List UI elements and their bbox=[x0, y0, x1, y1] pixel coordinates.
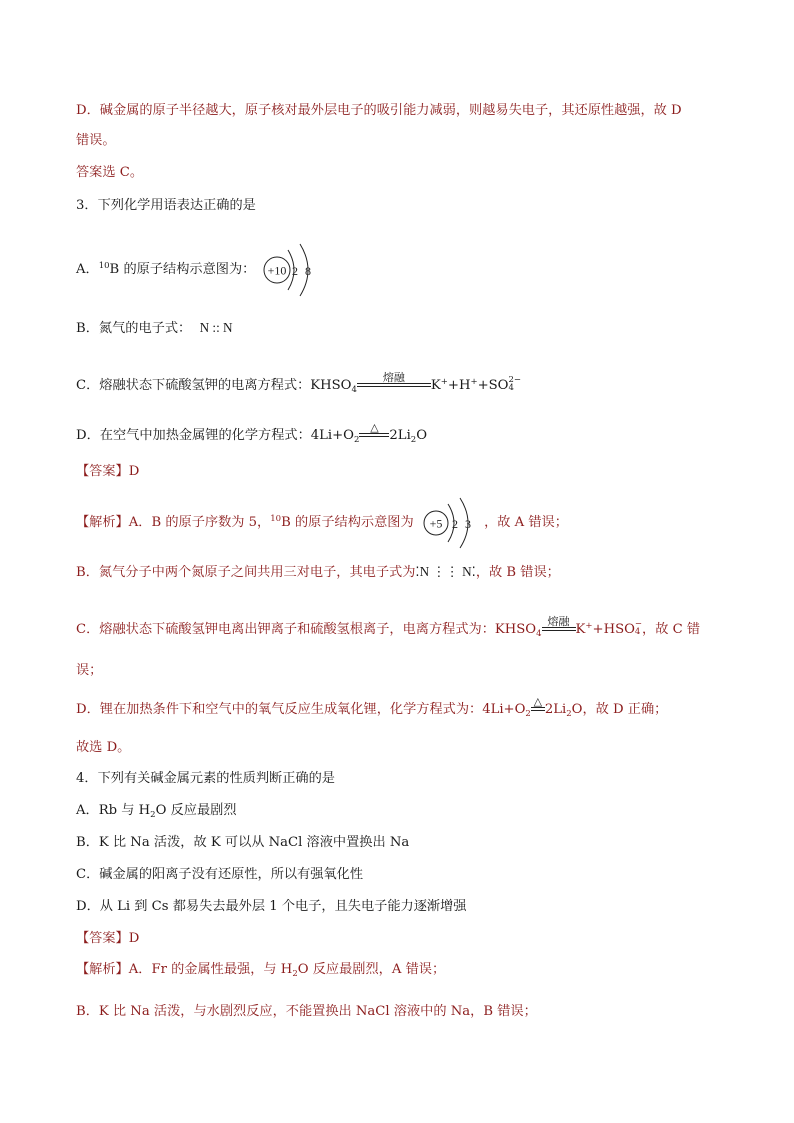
question-3-option-a: A．$^{10}$B 的原子结构示意图为： +10 2 8 bbox=[76, 256, 322, 280]
question-3-option-d: D．在空气中加热金属锂的化学方程式：$4Li+O_2$ △ $2Li_2O$ bbox=[76, 421, 428, 445]
question-3-explanation-a: 【解析】A．B 的原子序数为 5，$^{10}$B 的原子结构示意图为 +5 2 3 ，故 A 错误； bbox=[76, 509, 568, 533]
question-3-explanation-c: C．熔融状态下硫酸氢钾电离出钾离子和硫酸氢根离子，电离方程式为：$KHSO_4$ 熔融 K++HSO − 4 ，故 C 错 bbox=[76, 615, 701, 639]
reaction-condition: 熔融 bbox=[547, 615, 570, 628]
reaction-condition: 熔融 bbox=[382, 371, 405, 384]
text-line: 故选 D。 bbox=[76, 740, 131, 755]
text-line: 错误。 bbox=[76, 133, 116, 148]
shell-2-electrons: 8 bbox=[304, 263, 311, 278]
shell-2-electrons: 3 bbox=[464, 516, 471, 531]
question-3-answer: 【答案】D bbox=[76, 464, 140, 479]
question-3-stem: 3．下列化学用语表达正确的是 bbox=[76, 198, 256, 213]
atomic-structure-diagram bbox=[418, 493, 480, 553]
nucleus-charge: +10 bbox=[267, 263, 286, 277]
question-4-answer: 【答案】D bbox=[76, 931, 140, 946]
question-4-option-c: C．碱金属的阳离子没有还原性，所以有强氧化性 bbox=[76, 867, 364, 882]
question-4-option-a: A．Rb 与 $H_2O$ 反应最剧烈 bbox=[76, 803, 237, 820]
atomic-structure-diagram bbox=[260, 238, 322, 302]
reaction-condition: △ bbox=[533, 695, 543, 708]
question-4-explanation-a: 【解析】A．Fr 的金属性最强，与 $H_2O$ 反应最剧烈，A 错误； bbox=[76, 962, 446, 979]
question-3-option-c: C．熔融状态下硫酸氢钾的电离方程式：$KHSO_4$ 熔融 K++H++SO 2− 4 bbox=[76, 371, 522, 395]
question-3-option-b: B．氮气的电子式： N :: N bbox=[76, 320, 233, 336]
text-line: D．碱金属的原子半径越大，原子核对最外层电子的吸引能力减弱，则越易失电子，其还原性越强，故 D bbox=[76, 103, 682, 118]
nucleus-charge: +5 bbox=[429, 516, 443, 530]
question-3-explanation-d: D．锂在加热条件下和空气中的氧气反应生成氧化锂，化学方程式为：$4Li+O_2$ △ $2Li_2O$，故 D 正确； bbox=[76, 695, 668, 719]
shell-1-electrons: 2 bbox=[291, 263, 298, 278]
question-4-stem: 4．下列有关碱金属元素的性质判断正确的是 bbox=[76, 771, 335, 786]
text-line: 误； bbox=[76, 663, 103, 678]
question-4-option-b: B．K 比 Na 活泼，故 K 可以从 NaCl 溶液中置换出 Na bbox=[76, 835, 410, 850]
text-line: 答案选 C。 bbox=[76, 165, 144, 180]
question-4-option-d: D．从 Li 到 Cs 都易失去最外层 1 个电子，且失电子能力逐渐增强 bbox=[76, 899, 467, 914]
question-3-explanation-b: B．氮气分子中两个氮原子之间共用三对电子，其电子式为⁚N ⋮⋮ N⁚，故 B 错误； bbox=[76, 564, 560, 580]
reaction-condition: △ bbox=[370, 421, 379, 434]
question-4-explanation-b: B．K 比 Na 活泼，与水剧烈反应，不能置换出 NaCl 溶液中的 Na，B 错误； bbox=[76, 1004, 537, 1019]
shell-1-electrons: 2 bbox=[451, 516, 458, 531]
